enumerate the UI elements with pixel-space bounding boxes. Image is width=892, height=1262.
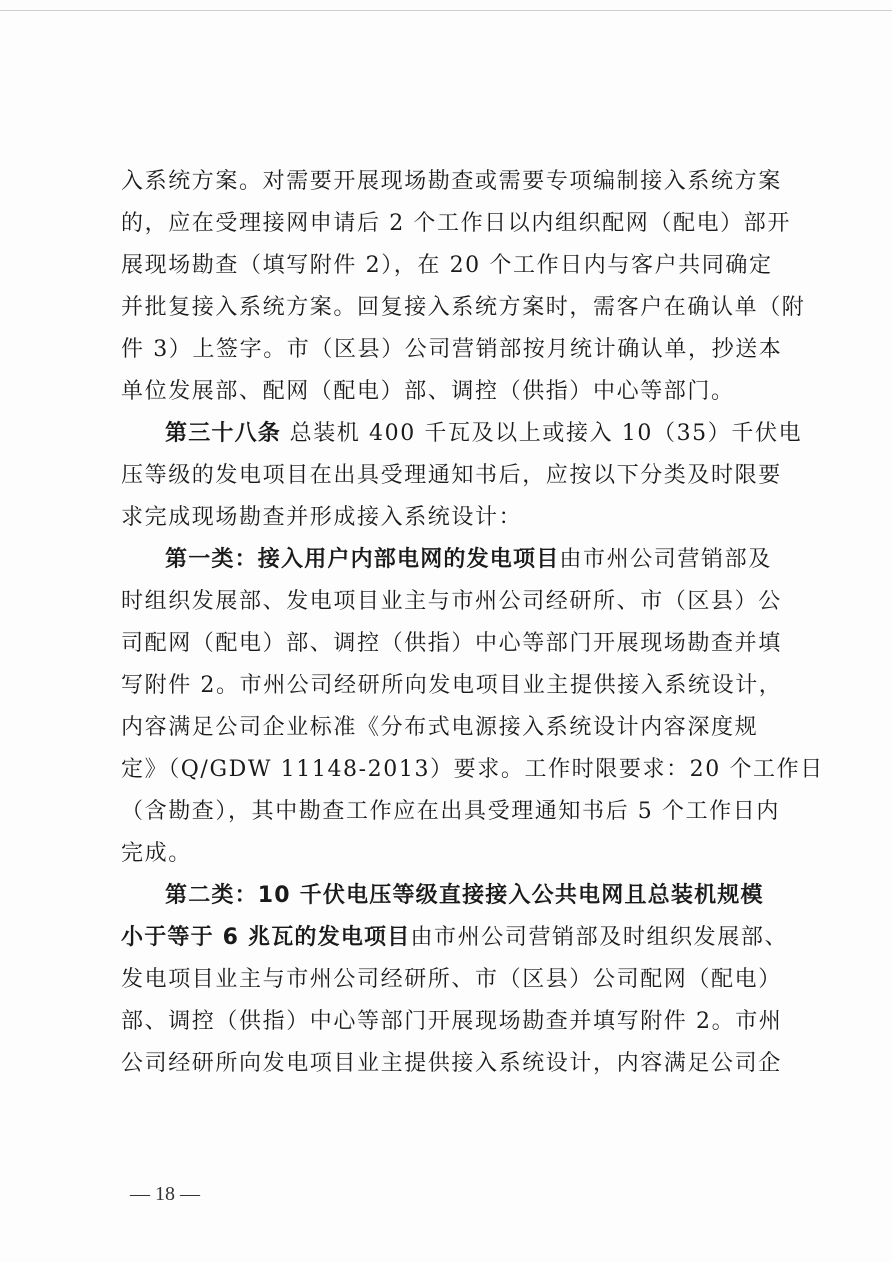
body-line: 公司经研所向发电项目业主提供接入系统设计，内容满足公司企 [121,1051,782,1076]
page-number: — 18 — [130,1183,200,1205]
body-line: 的，应在受理接网申请后 2 个工作日以内组织配网（配电）部开 [121,211,791,236]
category-2-text: 由市州公司营销部及时组织发展部、 [410,925,789,950]
body-line: 完成。 [121,841,192,866]
body-line: 定》（Q/GDW 11148-2013）要求。工作时限要求：20 个工作日 [121,757,824,782]
body-line: 并批复接入系统方案。回复接入系统方案时，需客户在确认单（附 [121,295,806,320]
body-line: 内容满足公司企业标准《分布式电源接入系统设计内容深度规 [121,715,759,740]
body-line: 单位发展部、配网（配电）部、调控（供指）中心等部门。 [121,379,735,404]
body-line: 件 3）上签字。市（区县）公司营销部按月统计确认单，抄送本 [121,337,783,362]
body-line: 发电项目业主与市州公司经研所、市（区县）公司配网（配电） [121,967,782,992]
body-line: 写附件 2。市州公司经研所向发电项目业主提供接入系统设计， [121,673,783,698]
body-line: 时组织发展部、发电项目业主与市州公司经研所、市（区县）公 [121,589,782,614]
body-line: 司配网（配电）部、调控（供指）中心等部门开展现场勘查并填 [121,631,782,656]
body-line: （含勘查），其中勘查工作应在出具受理通知书后 5 个工作日内 [121,799,780,824]
body-line: 求完成现场勘查并形成接入系统设计： [121,505,523,530]
body-line: 展现场勘查（填写附件 2），在 20 个工作日内与客户共同确定 [121,253,773,278]
category-1-text: 由市州公司营销部及 [559,547,772,572]
category-2-heading-line-1: 第二类：10 千伏电压等级直接接入公共电网且总装机规模 [165,883,764,908]
body-line: 部、调控（供指）中心等部门开展现场勘查并填写附件 2。市州 [121,1009,783,1034]
page-top-border [0,0,892,11]
body-line: 压等级的发电项目在出具受理通知书后，应按以下分类及时限要 [121,463,782,488]
category-1-heading: 第一类：接入用户内部电网的发电项目 [165,547,560,572]
article-38-first-line [165,418,803,450]
category-1-first-line [165,544,781,576]
article-38-heading: 第三十八条 [165,421,282,446]
category-2-heading-line-2: 小于等于 6 兆瓦的发电项目 [121,925,411,950]
body-line: 入系统方案。对需要开展现场勘查或需要专项编制接入系统方案 [121,169,782,194]
category-2-second-line [121,922,789,954]
article-38-text: 总装机 400 千瓦及以上或接入 10（35）千伏电 [281,421,803,446]
